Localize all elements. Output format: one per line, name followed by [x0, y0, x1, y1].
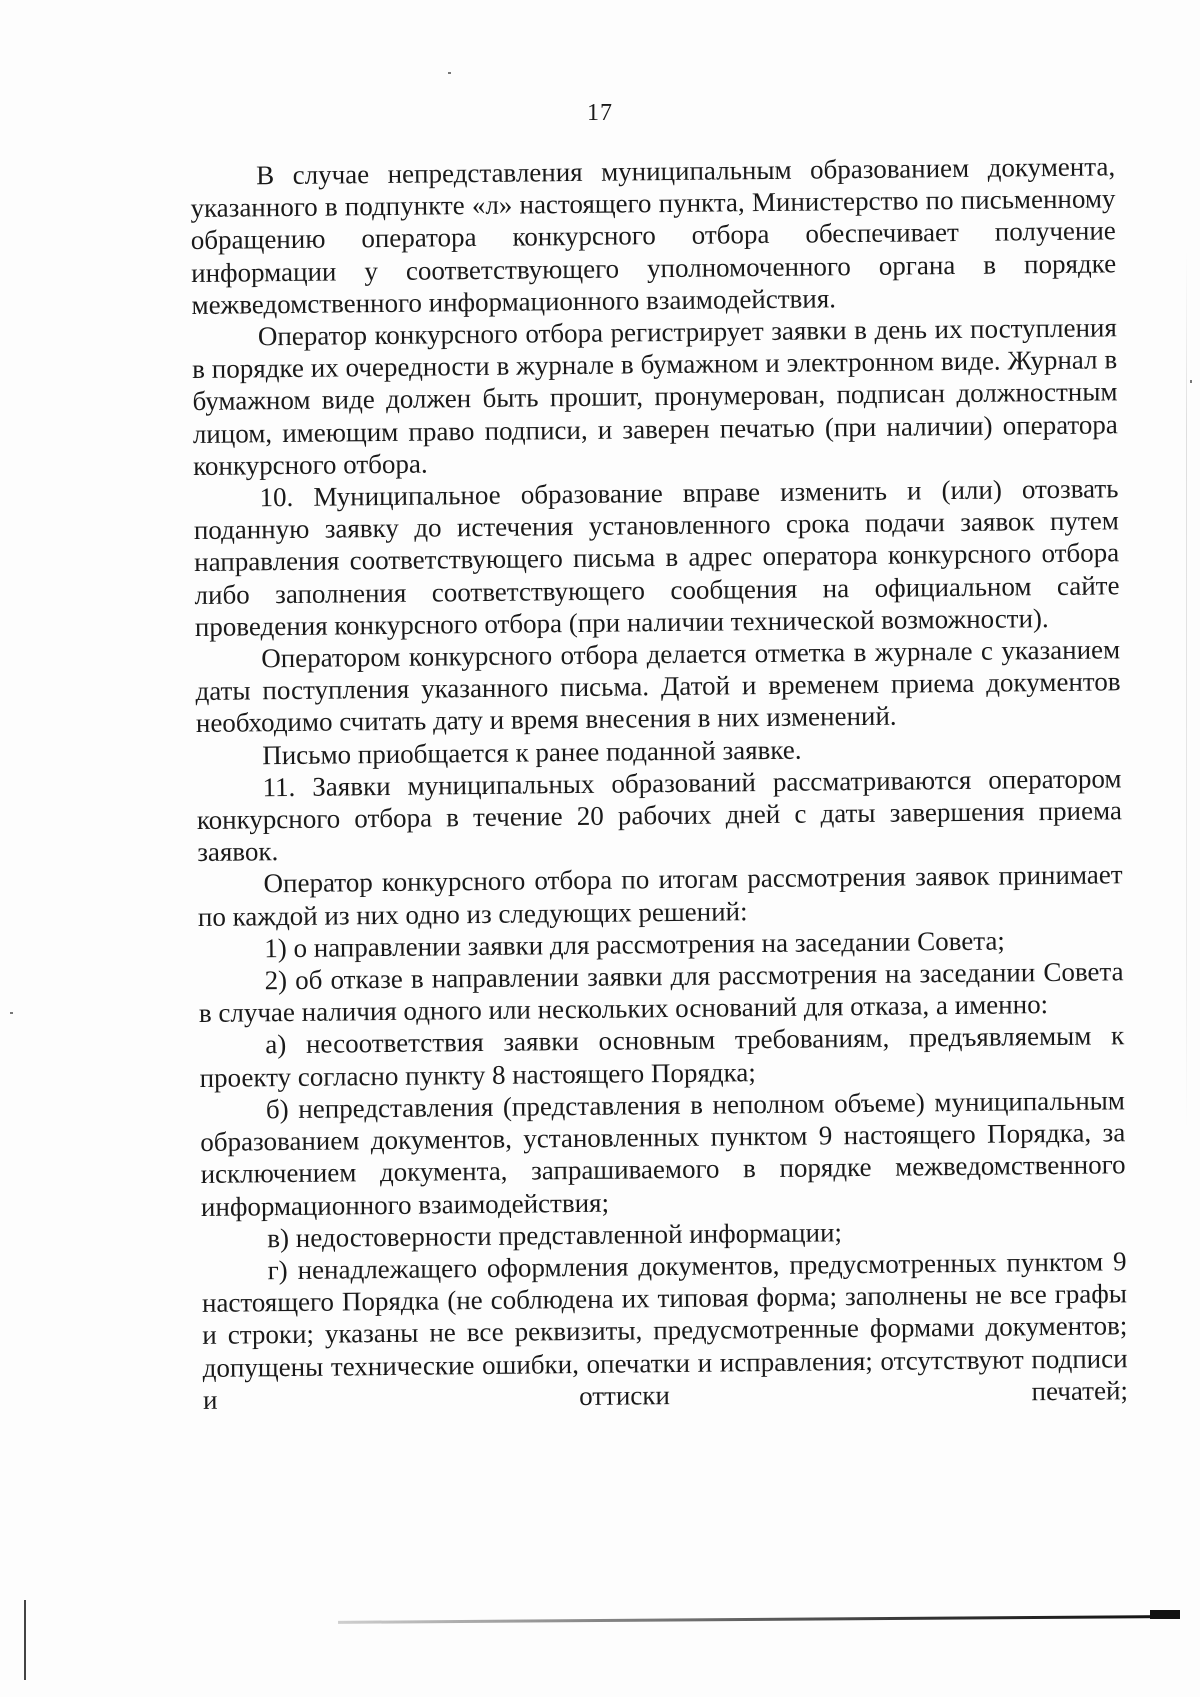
paragraph: Оператор конкурсного отбора регистрирует заявки в день их поступления в порядке их очередности в журнале в бумажном и электронном виде. Журнал в бумажном виде должен быть прошит, пронумерован, подписан должностным лицом, имеющим право подписи, и заверен печатью (при наличии) оператора конкурсного отбора. — [192, 312, 1118, 481]
list-item: 1) о направлении заявки для рассмотрения на заседании Совета; — [264, 925, 1005, 964]
scan-bottom-line — [338, 1615, 1178, 1624]
scan-speck — [10, 1012, 13, 1014]
scan-bottom-line — [1150, 1610, 1180, 1619]
paragraph: 10. Муниципальное образование вправе изменить и (или) отозвать поданную заявку до истечения установленного срока подачи заявок путем направления соответствующего письма в адрес оператора конкурсного отбора либо заполнения соответствующего сообщения на официальном сайте проведения конкурсного отбора (при наличии технической возможности). — [193, 473, 1120, 642]
paragraph: Оператор конкурсного отбора по итогам рассмотрения заявок принимает по каждой из них одно из следующих решений: — [197, 859, 1123, 932]
scan-speck — [448, 72, 451, 74]
sub-list-item: г) ненадлежащего оформления документов, предусмотренных пунктом 9 настоящего Порядка (не соблюдена их типовая форма; заполнены не все графы и строки; указаны не все реквизиты, предусмотренные формами документов; допущены технические ошибки, опечатки и исправления; отсутствуют подписи и оттиски печатей; — [201, 1246, 1129, 1415]
scan-edge-artifact — [24, 1600, 26, 1680]
document-body — [190, 150, 1128, 1416]
scan-speck — [1190, 380, 1192, 383]
paragraph: В случае непредставления муниципальным образованием документа, указанного в подпункте «л» настоящего пункта, Министерство по письменному обращению оператора конкурсного отбора обеспечивает получение информации у соответствующего уполномоченного органа в порядке межведомственного информационного взаимодействия. — [190, 151, 1117, 320]
paragraph: Оператором конкурсного отбора делается отметка в журнале с указанием даты поступления указанного письма. Датой и временем приема документов необходимо считать дату и время внесения в них изменений. — [195, 634, 1121, 739]
page-number: 17 — [587, 100, 613, 126]
sub-list-item: а) несоответствия заявки основным требованиям, предъявляемым к проекту согласно пункту 8 настоящего Порядка; — [199, 1020, 1125, 1093]
scan-edge-artifact — [1186, 250, 1187, 1130]
sub-list-item: в) недостоверности представленной информации; — [267, 1216, 843, 1253]
paragraph: 11. Заявки муниципальных образований рассматриваются оператором конкурсного отбора в течение 20 рабочих дней с даты завершения приема заявок. — [196, 763, 1123, 868]
paragraph: Письмо приобщается к ранее поданной заявке. — [262, 734, 802, 770]
list-item: 2) об отказе в направлении заявки для рассмотрения на заседании Совета в случае наличия одного или нескольких оснований для отказа, а именно: — [198, 956, 1124, 1029]
sub-list-item: б) непредставления (представления в неполном объеме) муниципальным образованием документов, установленных пунктом 9 настоящего Порядка, за исключением документа, запрашиваемого в порядке межведомственного информационного взаимодействия; — [200, 1085, 1126, 1222]
